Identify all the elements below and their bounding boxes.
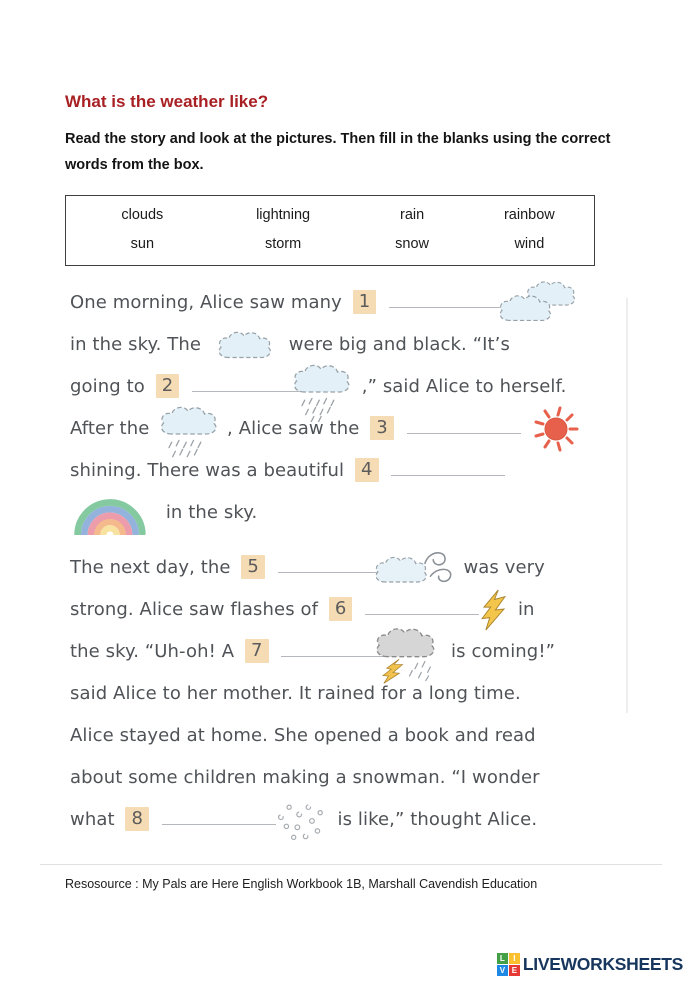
word-box-item-snow: snow [395, 236, 430, 253]
instructions-line-2: words from the box. [65, 157, 204, 174]
snowflakes-icon [274, 799, 328, 841]
blank-number-badge-5: 5 [241, 555, 265, 579]
story-text: were big and black. “It’s [288, 334, 510, 356]
answer-blank-4[interactable] [391, 462, 505, 476]
liveworksheets-logo[interactable] [497, 953, 683, 976]
story-line-6 [70, 492, 700, 534]
logo-letter-v: V [497, 965, 508, 976]
story-line-10 [70, 673, 700, 715]
story-line-11 [70, 715, 700, 757]
story-text: going to [70, 376, 145, 398]
story-line-1 [70, 282, 700, 324]
blank-number-badge-1: 1 [353, 290, 377, 314]
word-box-item-rain: rain [399, 207, 425, 224]
story-text: is coming!” [451, 641, 556, 663]
story-text: One morning, Alice saw many [70, 292, 342, 314]
story-line-12 [70, 757, 700, 799]
word-box-item-rainbow: rainbow [503, 207, 555, 224]
source-credit: Resosource : My Pals are Here English Workbook 1B, Marshall Cavendish Education [65, 877, 538, 892]
story-line-4 [70, 408, 700, 450]
word-box-item-lightning: lightning [256, 207, 311, 224]
story-text: was very [463, 557, 545, 579]
story-text: is like,” thought Alice. [337, 809, 538, 831]
instructions-line-1: Read the story and look at the pictures. Then fill in the blanks using the correct [65, 131, 611, 147]
blank-number-badge-6: 6 [329, 597, 353, 621]
story-text: what [70, 809, 115, 831]
story-line-13 [70, 799, 700, 841]
blank-number-badge-3: 3 [370, 416, 394, 440]
story-text: shining. There was a beautiful [70, 460, 345, 482]
logo-letter-l: L [497, 953, 508, 964]
story-text: After the [70, 418, 150, 440]
story-text: The next day, the [70, 557, 231, 579]
logo-letter-e: E [509, 965, 520, 976]
story-text: the sky. “Uh-oh! A [70, 641, 235, 663]
logo-wordmark: LIVEWORKSHEETS [522, 954, 683, 974]
word-box-item-sun: sun [130, 236, 155, 253]
story-line-9 [70, 631, 700, 673]
story-text: ,” said Alice to herself. [361, 376, 567, 398]
blank-number-badge-4: 4 [355, 458, 379, 482]
story [70, 282, 700, 841]
story-text: Alice stayed at home. She opened a book and read [70, 725, 536, 747]
instructions [65, 126, 700, 178]
story-text: said Alice to her mother. It rained for a long time. [70, 683, 521, 705]
story-text: in [517, 599, 535, 621]
answer-blank-3[interactable] [407, 420, 521, 434]
story-line-7 [70, 547, 700, 589]
answer-blank-8[interactable] [162, 811, 276, 825]
answer-blank-6[interactable] [365, 601, 479, 615]
sun-icon [530, 403, 582, 455]
story-line-5 [70, 450, 700, 492]
blank-number-badge-8: 8 [125, 807, 149, 831]
answer-blank-1[interactable] [389, 294, 507, 308]
word-box [65, 195, 595, 266]
word-box-item-storm: storm [264, 236, 302, 253]
word-box-item-wind: wind [514, 236, 545, 253]
story-text: , Alice saw the [227, 418, 360, 440]
blank-number-badge-2: 2 [156, 374, 180, 398]
story-text: in the sky. The [70, 334, 202, 356]
story-text: strong. Alice saw flashes of [70, 599, 319, 621]
story-text: in the sky. [165, 502, 258, 524]
cloud-icon [215, 329, 275, 362]
two-clouds-icon [495, 279, 583, 327]
blank-number-badge-7: 7 [245, 639, 269, 663]
rainbow-icon [70, 491, 150, 535]
story-line-3 [70, 366, 700, 408]
footer-divider [40, 864, 662, 865]
lightning-bolt-icon [479, 589, 508, 631]
liveworksheets-logo-icon [497, 953, 520, 976]
wind-cloud-icon [372, 546, 456, 590]
word-box-item-clouds: clouds [121, 207, 164, 224]
page-title: What is the weather like? [65, 92, 269, 111]
logo-letter-i: I [509, 953, 520, 964]
story-text: about some children making a snowman. “I wonder [70, 767, 540, 789]
page-edge-shadow [626, 298, 628, 713]
story-line-2 [70, 324, 700, 366]
